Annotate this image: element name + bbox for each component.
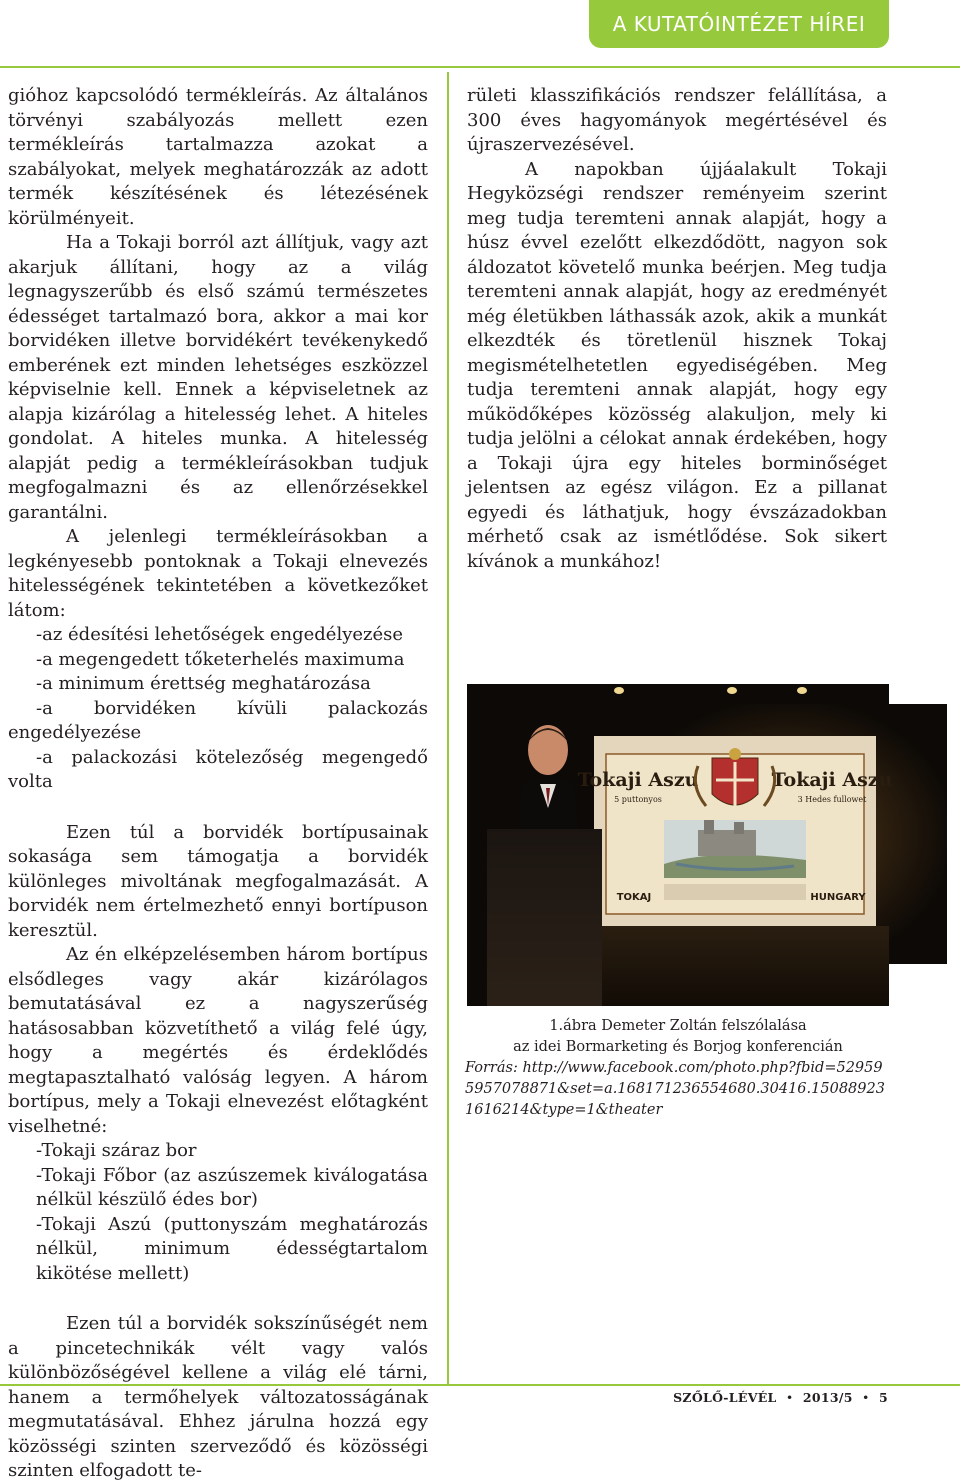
header-divider bbox=[0, 66, 960, 68]
list-item: -a borvidéken kívüli palackozás engedélyezése bbox=[8, 697, 428, 743]
list-item: -Tokaji száraz bor bbox=[36, 1140, 197, 1161]
separator-dot: • bbox=[862, 1390, 870, 1405]
paragraph: gióhoz kapcsolódó termékleírás. Az általános törvényi szabályozás mellett ezen termékleírás tartalmazza azokat a szabályokat, melyek meghatározzák az adott termék készítésének és létezésének körülményeit. bbox=[8, 85, 428, 229]
castle-landscape-icon bbox=[664, 820, 806, 878]
list-item: -az édesítési lehetőségek engedélyezése bbox=[36, 624, 404, 645]
ceiling-lamp bbox=[614, 687, 624, 694]
list-item: -a megengedett tőketerhelés maximuma bbox=[36, 648, 405, 670]
right-article-column bbox=[467, 84, 887, 574]
paragraph: Ezen túl a borvidék sokszínűségét nem a pincetechnikák vélt vagy valós különbözőségével kellene a világ elé tárni, hanem a termőhelyek változatosságának megmutatásával. Ehhez járulna hozzá egy közösségi szinten szerveződő és közösségi szinten elfogadott te- bbox=[8, 1313, 428, 1481]
spacer bbox=[8, 1286, 428, 1312]
projection-slide bbox=[577, 736, 893, 926]
page-footer bbox=[673, 1390, 888, 1405]
paragraph: Ha a Tokaji borról azt állítjuk, vagy azt akarjuk állítani, hogy az a világ legnagyszerűbb és első számú természetes édességet tartalmazó bora, akkor a mai kor borvidéken illetve borvidékért tevékenykedő emberének ezt minden lehetséges eszközzel képviselnie kell. Ennek a képviseletnek az alapja kizárólag a hitelesség lehet. A hiteles gondolat. A hiteles munka. A hitelesség alapját pedig a termékleírásokban tudjuk megfogalmazni és az ellenőrzésekkel garantálni. bbox=[8, 232, 428, 523]
caption-source: Forrás: http://www.facebook.com/photo.php?fbid=529595957078871&set=a.168171236554680.30416.150889231616214&type=1&theater bbox=[465, 1060, 885, 1118]
paragraph: A jelenlegi termékleírásokban a legkényesebb pontoknak a Tokaji elnevezés hitelességének tekintetében a következőket látom: bbox=[8, 526, 428, 621]
page-number: 5 bbox=[879, 1390, 888, 1405]
slide-bottom-right: HUNGARY bbox=[810, 892, 866, 903]
ceiling-lamp bbox=[727, 687, 737, 694]
stage-floor bbox=[602, 926, 889, 1006]
footer-divider bbox=[0, 1384, 960, 1386]
figure-caption bbox=[465, 1016, 891, 1121]
paragraph: rületi klasszifikációs rendszer felállítása, a 300 éves hagyományok megértésével és újraszervezésével. bbox=[467, 85, 887, 155]
slide-left-sub: 5 puttonyos bbox=[614, 795, 662, 804]
left-article-column bbox=[8, 84, 428, 1484]
paragraph: Ezen túl a borvidék bortípusainak sokasága sem támogatja a borvidék különleges mivoltának megfogalmazását. A borvidék nem értelmezhető ennyi bortípuson keresztül. bbox=[8, 821, 428, 941]
section-header-badge: A KUTATÓINTÉZET HÍREI bbox=[589, 0, 889, 48]
list-item: -Tokaji Aszú (puttonyszám meghatározás nélkül, minimum édességtartalom kikötése mellett) bbox=[36, 1213, 428, 1284]
slide-left-title: Tokaji Aszu bbox=[577, 769, 699, 791]
paragraph: Az én elképzelésemben három bortípus elsődleges vagy akár kizárólagos bemutatásával ez a nagyszerűség hatásosabban közvetíthető a világ felé úgy, hogy a megértés és érdeklődés megtapasztalható valóság legyen. A három bortípus, mely a Tokaji elnevezést előtagként viselhetné: bbox=[8, 944, 428, 1137]
list-item: -a minimum érettség meghatározása bbox=[36, 673, 371, 694]
ceiling-lamp bbox=[797, 687, 807, 694]
conference-photo bbox=[467, 684, 893, 1006]
paragraph: A napokban újjáalakult Tokaji Hegyközségi rendszer reményeim szerint meg tudja teremteni annak alapját, hogy a húsz évvel ezelőtt elkezdődött, nagyon sok áldozatot követelő munka beérjen. Meg tudja teremteni annak alapját, hogy az eredményét még életükben láthassák azok, akik a munkát elkezdték és töretlenül hisznek Tokaj megismételhetetlen egyediségében. Meg tudja teremteni annak alapját, hogy egy működőképes közösség alakuljon, mely ki tudja jelölni a célokat annak érdekében, hogy a Tokaji újra egy hiteles borminőséget jelentsen az egész világon. Ez a pillanat egyedi és láthatjuk, hogy évszázadokban mérhető csak az ismétlődése. Sok sikert kívánok a munkához! bbox=[467, 158, 887, 572]
list-item: -a palackozási kötelezőség megengedő volta bbox=[8, 746, 428, 792]
separator-dot: • bbox=[785, 1390, 794, 1405]
slide-bottom-left: TOKAJ bbox=[616, 892, 652, 903]
spacer bbox=[8, 795, 428, 821]
list-item: -Tokaji Főbor (az aszúszemek kiválogatása nélkül készülő édes bor) bbox=[36, 1164, 428, 1210]
column-divider bbox=[447, 72, 449, 1384]
publication-name: SZŐLŐ-LÉVÉL bbox=[673, 1390, 777, 1405]
caption-title: 1.ábra Demeter Zoltán felszólalása bbox=[549, 1018, 807, 1034]
slide-right-title: Tokaji Aszu bbox=[771, 769, 893, 791]
slide-right-sub: 3 Hedes fullowet bbox=[797, 795, 867, 804]
issue-number: 2013/5 bbox=[802, 1390, 853, 1405]
lectern bbox=[487, 829, 602, 1006]
caption-subtitle: az idei Bormarketing és Borjog konferencián bbox=[513, 1039, 843, 1055]
